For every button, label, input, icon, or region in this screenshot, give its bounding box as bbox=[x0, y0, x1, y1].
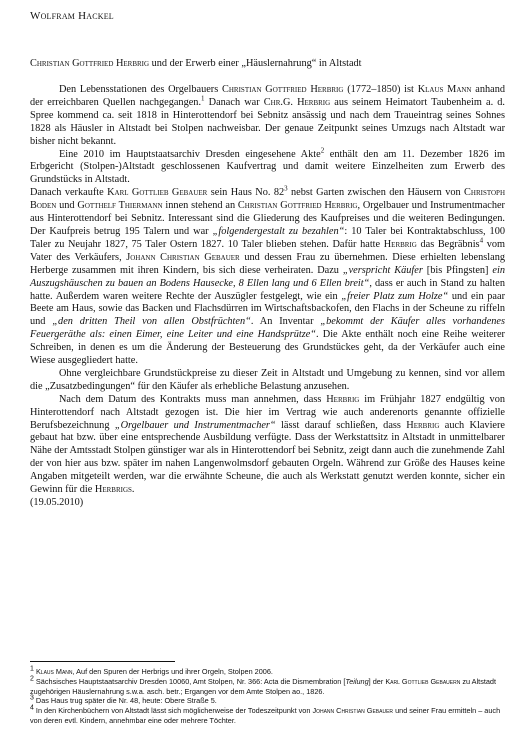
text-run: anhand der erreichbaren Quellen nachgegangen. bbox=[30, 84, 506, 108]
person-name: Christian Gottfried Herbrig bbox=[237, 200, 358, 212]
footnote-4 bbox=[30, 706, 505, 726]
person-name: Chr.G. Herbrig bbox=[263, 96, 331, 108]
text-run: : 10 Taler bei Kontraktabschluss, 100 Taler zu Neujahr 1827, 75 Taler Ostern 1827. 10 Taler blieben stehen. Dafür hatte bbox=[30, 225, 506, 250]
title-quoted: „Häuslernahrung“ bbox=[241, 58, 317, 69]
person-name: Johann Christian Gebauer bbox=[126, 251, 240, 263]
date-line: (19.05.2010) bbox=[30, 497, 84, 508]
text-run: enthält den am 11. Dezember 1826 im Erbgericht (Stolpen-)Altstadt geschlossenen Kaufvertrag und damit weitere Einzelheiten zum Erwerb des Grundstücks in Altstadt. bbox=[30, 148, 505, 186]
text-run: vom Vater des Verkäufers, bbox=[30, 238, 506, 263]
text-run: , dass er auch in Stand zu halten hatte. Außerdem waren weitere Rechte der Auszügler festgelegt, wie ein bbox=[30, 277, 505, 302]
text-run: Eine 2010 im Hauptstaatsarchiv Dresden eingesehene Akte bbox=[59, 148, 321, 160]
text-run: Danach verkaufte bbox=[30, 187, 108, 199]
person-name: Karl Gottlieb Gebauer bbox=[107, 187, 208, 199]
article-body bbox=[30, 84, 505, 510]
person-name: Klaus Mann bbox=[35, 667, 73, 676]
text-run: zu Altstadt zugehörigen Häuslernahrung s.w.a. asch. betr.; Ergangen vor dem Amte Stolpen ao., 1826. bbox=[30, 676, 497, 696]
footnotes bbox=[30, 667, 505, 726]
quotation: ein Auszugshäuschen zu bauen an Bodens Hausecke, 8 Ellen lang und 6 Ellen breit“ bbox=[30, 264, 505, 289]
text-run: . Die Akte enthält noch eine Reihe weiterer Schreiben, in denen es um die Änderung der Besteuerung des Grundstückes geht, da der Verkäufer auch eine Wiese ausgegliedert hatte. bbox=[30, 329, 505, 367]
text-run: und dessen Frau zu übernehmen. Diese erhielten lebenslang Herberge zusammen mit ihren Kindern, bis sich diese verheiraten. Dazu bbox=[30, 251, 505, 276]
paragraph-4: Ohne vergleichbare Grundstückpreise zu dieser Zeit in Altstadt und Umgebung zu kennen, sind vor allem die „Zusatzbedingungen“ für den Käufer als erhebliche Belastung anzusehen. bbox=[30, 367, 505, 392]
article-title bbox=[30, 57, 505, 70]
text-run: und seiner Frau ermitteln – auch von deren evtl. Kindern, annehmbar eine oder mehrere Töchter. bbox=[30, 706, 501, 725]
text-run: lässt darauf schließen, dass bbox=[275, 419, 407, 431]
quotation: „den dritten Theil von allen Obstfrüchten“ bbox=[52, 316, 251, 328]
text-run: Das Haus trug später die Nr. 48, heute: Obere Straße 5. bbox=[33, 696, 217, 706]
quotation: „Orgelbauer und Instrumentmacher“ bbox=[114, 419, 276, 431]
quotation: „bekommt der Käufer alles vorhandenes Feuergeräthe als: einen Eimer, eine Leiter und eine Handsprütze“ bbox=[30, 316, 505, 341]
text-run: innen stehend an bbox=[162, 200, 238, 212]
person-name: Herbrigs bbox=[94, 484, 132, 496]
footnote-number: 3 bbox=[30, 694, 34, 702]
title-rest-after: in Altstadt bbox=[316, 58, 362, 69]
footnote-ref: 1 bbox=[201, 94, 205, 103]
title-rest-before: und der Erwerb einer bbox=[149, 58, 242, 69]
person-name: Herbrig bbox=[326, 393, 360, 405]
text-run: und bbox=[56, 200, 78, 212]
footnote-number: 1 bbox=[30, 665, 34, 673]
text-run: im Frühjahr 1827 endgültig von Hinterottendorf nach Altstadt gezogen ist. Die hier im Vertrag wie auch anderenorts genannte offizielle Berufsbezeichnung bbox=[30, 393, 505, 431]
footnote-ref: 4 bbox=[479, 236, 484, 245]
person-name: Herbrig bbox=[383, 238, 417, 250]
quotation: „folgendergestalt zu bezahlen“ bbox=[212, 225, 345, 237]
footnote-2 bbox=[30, 677, 505, 697]
footnote-ref: 2 bbox=[320, 146, 325, 155]
quotation: „verspricht Käufer bbox=[342, 264, 423, 276]
text-run: und ein paar Beete am Haus, sowie das Backen und Flachsdürren im Wirtschaftsbackofen, den Flachs in der Scheune zu riffeln und bbox=[30, 290, 506, 328]
footnote-3 bbox=[30, 696, 505, 706]
text-run: sein Haus No. 82 bbox=[207, 187, 285, 199]
person-name: Christian Gottfried Herbrig bbox=[222, 84, 344, 95]
text-run: Sächsisches Hauptstaatsarchiv Dresden 10060, Amt Stolpen, Nr. 366: Acta die Dismembration [ bbox=[33, 676, 346, 686]
paragraph-2 bbox=[30, 146, 505, 188]
text-run: nebst Garten zwischen den Häusern von bbox=[287, 187, 465, 199]
text-run: aus seinem Heimatort Taubenheim a. d. Spree kommend ca. seit 1818 in Hinterottendorf bei Sebnitz ansässig und nach dem Traueintrag seines Sohnes 1828 als Häusler in Altstadt bei Stolpen nachweisbar. Der genaue Zeitpunkt seines Umzugs nach Altstadt war bisher nicht bekannt. bbox=[30, 96, 505, 147]
title-name: Christian Gottfried Herbrig bbox=[30, 58, 150, 69]
text-run: (1772–1850) ist bbox=[343, 84, 418, 95]
text-run: , Orgelbauer und Instrumentmacher aus Hinterottendorf bei Sebnitz. Interessant sind die Gliederung des Kaufpreises und die weiteren Bedingungen. Der Kaufpreis betrug 195 Talern und war bbox=[30, 200, 505, 237]
text-run: Den Lebensstationen des Orgelbauers bbox=[59, 84, 222, 95]
footnote-separator bbox=[30, 661, 175, 662]
quotation: „freier Platz zum Holze“ bbox=[341, 290, 449, 302]
person-name: Johann Christian Gebauer bbox=[312, 706, 394, 716]
paragraph-1 bbox=[30, 84, 505, 149]
paragraph-5 bbox=[30, 394, 505, 497]
footnote-1 bbox=[30, 667, 505, 677]
person-name: Herbrig bbox=[406, 419, 440, 431]
person-name: Klaus Mann bbox=[417, 84, 472, 95]
text-run: , Auf den Spuren der Herbrigs und ihrer Orgeln, Stolpen 2006. bbox=[72, 667, 273, 676]
text-run: Nach dem Datum des Kontrakts muss man annehmen, dass bbox=[59, 393, 327, 405]
person-name: Christoph Boden bbox=[30, 187, 506, 212]
footnote-number: 4 bbox=[30, 704, 34, 712]
text-run: . An Inventar bbox=[250, 316, 321, 328]
italic-term: Teilung bbox=[345, 676, 369, 686]
text-run: In den Kirchenbüchern von Altstadt lässt sich möglicherweise der Todeszeitpunkt von bbox=[33, 706, 313, 716]
text-run: . bbox=[131, 484, 135, 496]
text-run: auch Klaviere gebaut hat bzw. über eine entsprechende Ausbildung verfügte. Dass der Werkstattsitz in Altstadt in unmittelbarer Nähe der Amtsstadt Stolpen günstiger war als in Hinterottendorf bei Sebnitz, zeigt dann auch die zunehmende Zahl der von hier aus bzw. später im nahen Langenwolmsdorf gebauten Orgeln. Während zur Größe des Hauses keine Angaben mitgeteilt werden, war die erwähnte Scheune, die auch als Werkstatt genutzt werden konnte, sicher ein Gewinn für die bbox=[30, 419, 506, 496]
text-run: [bis Pfingsten] bbox=[422, 264, 493, 276]
person-name: Gotthelf Thiermann bbox=[77, 200, 163, 212]
text-run: ] der bbox=[368, 676, 386, 686]
footnote-ref: 3 bbox=[284, 184, 288, 193]
author-name: Wolfram Hackel bbox=[30, 10, 114, 22]
text-run: das Begräbnis bbox=[416, 238, 480, 250]
person-name: Karl Gottlieb Gebauern bbox=[385, 676, 461, 686]
paragraph-3 bbox=[30, 184, 506, 368]
footnote-number: 2 bbox=[30, 675, 34, 683]
text-run: Danach war bbox=[204, 96, 264, 108]
